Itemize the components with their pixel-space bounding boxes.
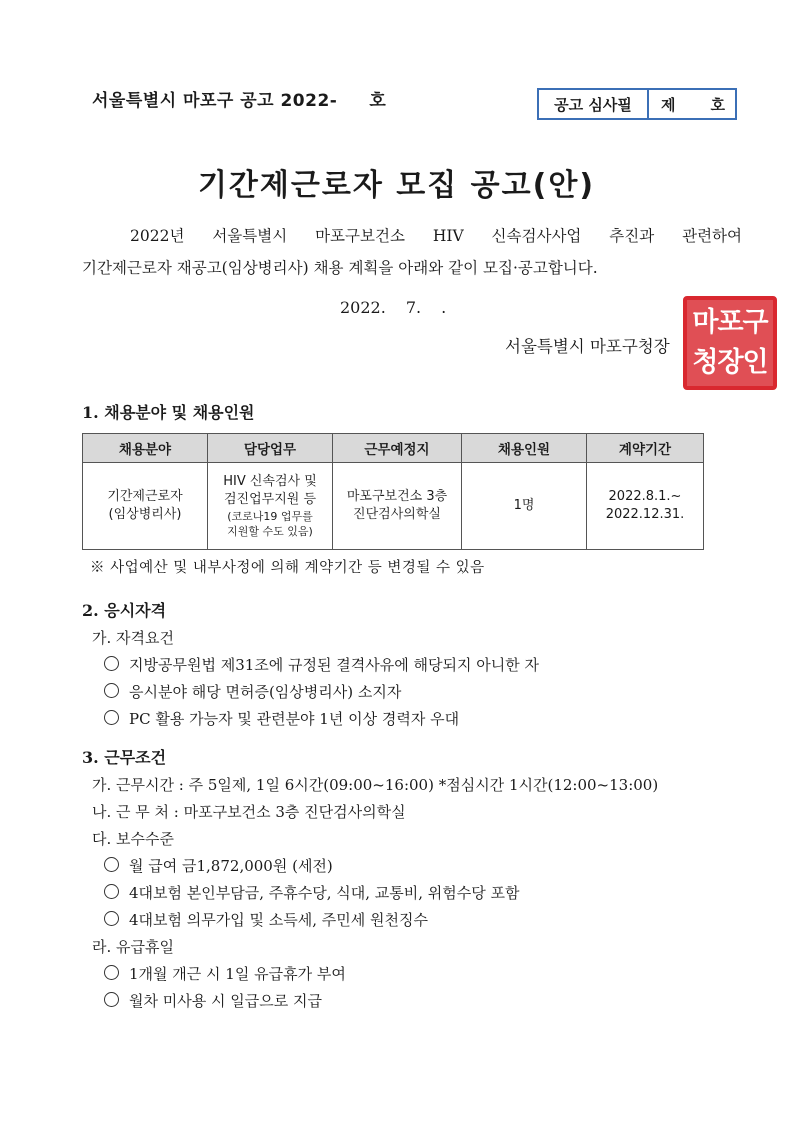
list-item (104, 654, 539, 675)
intro-line-1: 2022년 서울특별시 마포구보건소 HIV 신속검사사업 추진과 관련하여 (130, 227, 742, 245)
work-place: 나. 근 무 처 : 마포구보건소 3층 진단검사의학실 (92, 803, 406, 821)
list-item-text: 4대보험 의무가입 및 소득세, 주민세 원천징수 (129, 911, 428, 929)
seal-line-1: 마포구 (692, 307, 768, 338)
review-number-prefix: 제 (661, 95, 676, 114)
list-item-text: 지방공무원법 제31조에 규정된 결격사유에 해당되지 아니한 자 (129, 656, 539, 674)
notice-date (340, 298, 466, 317)
list-item (104, 990, 322, 1011)
col-header-duty: 담당업무 (208, 434, 333, 463)
list-item (104, 882, 520, 903)
intro-paragraph (82, 220, 742, 284)
circle-bullet-icon (104, 710, 119, 725)
circle-bullet-icon (104, 683, 119, 698)
section-1-title: 1. 채용분야 및 채용인원 (82, 403, 255, 422)
work-hours: 가. 근무시간 : 주 5일제, 1일 6시간(09:00~16:00) *점심시간 1시간(12:00~13:00) (92, 776, 659, 794)
qualification-subtitle: 가. 자격요건 (92, 629, 174, 647)
date-month: 7. (405, 298, 422, 317)
review-number (649, 90, 735, 118)
circle-bullet-icon (104, 656, 119, 671)
pay-subtitle: 다. 보수수준 (92, 830, 174, 848)
circle-bullet-icon (104, 884, 119, 899)
review-stamp-box (537, 88, 737, 120)
notice-number-suffix: 호 (369, 91, 387, 111)
leave-subtitle: 라. 유급휴일 (92, 938, 174, 956)
intro-line-2: 기간제근로자 재공고(임상병리사) 채용 계획을 아래와 같이 모집·공고합니다. (82, 259, 598, 277)
cell-field (83, 463, 208, 550)
review-number-suffix: 호 (710, 95, 725, 114)
list-item-text: 월차 미사용 시 일급으로 지급 (129, 992, 322, 1010)
list-item (104, 681, 401, 702)
col-header-count: 채용인원 (462, 434, 587, 463)
cell-count: 1명 (462, 463, 587, 550)
cell-duty-line-1: HIV 신속검사 및 (223, 474, 317, 489)
circle-bullet-icon (104, 857, 119, 872)
notice-number-text: 서울특별시 마포구 공고 2022- (92, 91, 338, 111)
page-title: 기간제근로자 모집 공고(안) (197, 168, 596, 203)
col-header-period: 계약기간 (587, 434, 704, 463)
date-year: 2022. (340, 298, 386, 317)
list-item-text: 월 급여 금1,872,000원 (세전) (129, 857, 333, 875)
list-item-text: PC 활용 가능자 및 관련분야 1년 이상 경력자 우대 (129, 710, 460, 728)
col-header-location: 근무예정지 (333, 434, 462, 463)
list-item (104, 909, 428, 930)
list-item (104, 708, 459, 729)
section-3-title: 3. 근무조건 (82, 748, 167, 767)
table-header-row (83, 434, 704, 463)
section-2-title: 2. 응시자격 (82, 601, 167, 620)
list-item (104, 855, 333, 876)
cell-duty-note-1: (코로나19 업무를 (227, 510, 313, 523)
circle-bullet-icon (104, 911, 119, 926)
date-day: . (441, 298, 447, 317)
cell-field-line-2: (임상병리사) (108, 507, 182, 522)
cell-period-line-2: 2022.12.31. (605, 507, 685, 522)
cell-duty (208, 463, 333, 550)
issuer-name: 서울특별시 마포구청장 (505, 337, 670, 356)
cell-duty-note-2: 지원할 수도 있음) (227, 525, 313, 538)
recruitment-table (82, 433, 704, 550)
cell-period (587, 463, 704, 550)
cell-field-line-1: 기간제근로자 (107, 489, 183, 504)
table-row (83, 463, 704, 550)
cell-location-line-2: 진단검사의학실 (353, 507, 441, 522)
cell-period-line-1: 2022.8.1.~ (608, 489, 682, 504)
col-header-field: 채용분야 (83, 434, 208, 463)
list-item (104, 963, 346, 984)
list-item-text: 4대보험 본인부담금, 주휴수당, 식대, 교통비, 위험수당 포함 (129, 884, 520, 902)
notice-number (92, 86, 386, 111)
table-note: ※ 사업예산 및 내부사정에 의해 계약기간 등 변경될 수 있음 (90, 560, 485, 576)
circle-bullet-icon (104, 965, 119, 980)
cell-location (333, 463, 462, 550)
list-item-text: 응시분야 해당 면허증(임상병리사) 소지자 (129, 683, 402, 701)
review-label: 공고 심사필 (539, 90, 649, 118)
list-item-text: 1개월 개근 시 1일 유급휴가 부여 (129, 965, 346, 983)
official-seal (683, 296, 777, 390)
seal-line-2: 청장인 (692, 347, 768, 378)
cell-location-line-1: 마포구보건소 3층 (346, 489, 448, 504)
circle-bullet-icon (104, 992, 119, 1007)
cell-duty-line-2: 검진업무지원 등 (223, 492, 317, 507)
